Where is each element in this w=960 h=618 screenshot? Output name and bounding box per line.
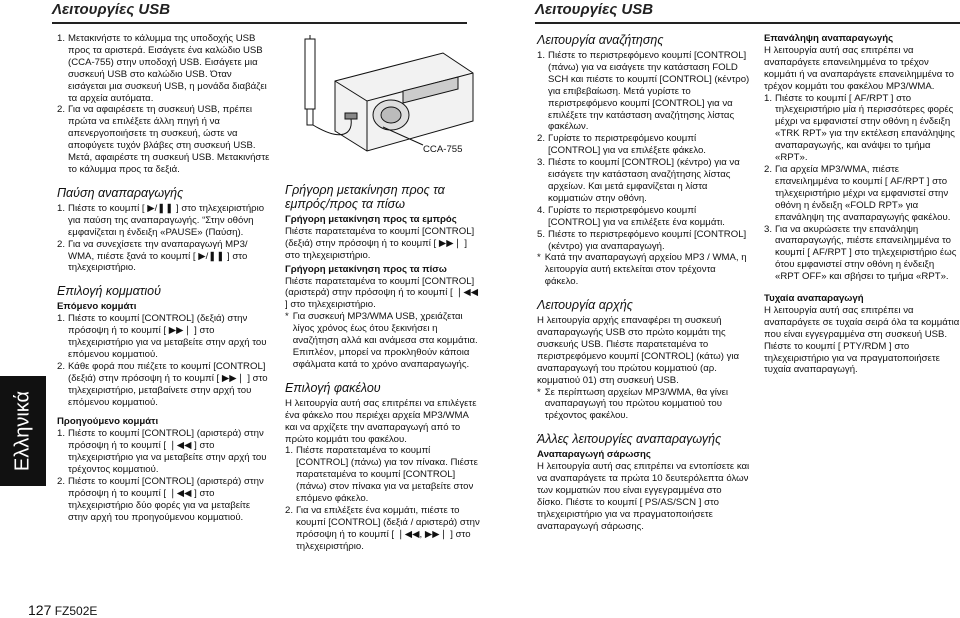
usb-insert-list xyxy=(57,33,270,176)
scan-text: Η λειτουργία αυτή σας επιτρέπει να εντοπίσετε και να αναπαράγετε τα πρώτα 10 δευτερόλεπτα όλων των κομματιών που είναι εγγεγραμμένα στο δίσκο. Πιέστε το κουμπί [ PS/AS/SCN ] στο τηλεχειριστήριο για να πραγματοποιήσετε αναπαραγωγή σάρωσης. xyxy=(537,461,750,532)
list-item: 1. Πιέστε το περιστρεφόμενο κουμπί [CONTROL] (πάνω) για να εισάγετε την κατάσταση FOLD SCH και πιέστε το κουμπί [CONTROL] (κέντρο) για επιβεβαίωση. Μετά γυρίστε το περιστρεφόμενο κουμπί [CONTROL] για να επιλέξετε την κατάσταση αναζήτησης λίστας φακέλων. xyxy=(537,50,750,133)
figure-label: CCA-755 xyxy=(423,144,463,155)
list-item: 1. Πιέστε το κουμπί [ AF/RPT ] στο τηλεχειριστήριο μία ή περισσότερες φορές μέχρι να εμφανιστεί στην οθόνη η ένδειξη «TRK RPT» για την εκτέλεση επανάληψης αναπαραγωγής, και ανάψει το τμήμα «RPT». xyxy=(764,92,955,164)
fast-heading: Γρήγορη μετακίνηση προς τα εμπρός/προς τα πίσω xyxy=(285,183,445,211)
language-tab xyxy=(0,376,46,486)
page-title-left: Λειτουργίες USB xyxy=(52,1,171,18)
column-3 xyxy=(537,33,750,533)
list-item: 5. Πιέστε το περιστρεφόμενο κουμπί [CONTROL] (κέντρο) για αναπαραγωγή. xyxy=(537,228,747,252)
column-1 xyxy=(57,33,270,524)
column-4 xyxy=(764,33,960,376)
list-item: 1. Πιέστε το κουμπί [CONTROL] (δεξιά) στην πρόσοψη ή το κουμπί [ ▶▶❘ ] στο τηλεχειριστήριο για να μεταβείτε στην αρχή του επόμενου κομματιού. xyxy=(57,313,267,360)
list-item: 2. Για να αφαιρέσετε τη συσκευή USB, πρέπει πρώτα να επιλέξετε άλλη πηγή ή να απενεργοποιήσετε τη συσκευή, ώστε να αποφύγετε τυχόν βλάβες στη συσκευή USB. Μετά, αφαιρέστε τη συσκευή USB. Μετακινήστε το κάλυμμα προς τα δεξιά. xyxy=(57,104,270,175)
top-function-heading: Λειτουργία αρχής xyxy=(537,298,633,313)
column-2 xyxy=(285,183,481,553)
model-name: FZ502E xyxy=(54,604,98,618)
fast-forward-text: Πιέστε παρατεταμένα το κουμπί [CONTROL] (δεξιά) στην πρόσοψη ή το κουμπί [ ▶▶❘ ] στο τηλεχειριστήριο. xyxy=(285,225,475,261)
top-function-text: Η λειτουργία αρχής επαναφέρει τη συσκευή αναπαραγωγής USB στο πρώτο κομμάτι της συσκευής USB. Πιέστε παρατεταμένα το περιστρεφόμενο κουμπί [CONTROL] (κάτω) για αναπαραγωγή του πρώτου κομματιού (αρ. κομματιού 01) στη συσκευή USB. xyxy=(537,315,740,386)
usb-cable-drawing xyxy=(305,35,473,151)
list-item: 2. Πιέστε το κουμπί [CONTROL] (αριστερά) στην πρόσοψη ή το κουμπί [ ❘◀◀ ] στο τηλεχειριστήριο δύο φορές για να μεταβείτε στην αρχή του προηγούμενου κομματιού. xyxy=(57,476,264,523)
list-item: 2. Για να επιλέξετε ένα κομμάτι, πιέστε το κουμπί [CONTROL] (δεξιά / αριστερά) στην πρόσοψη ή το κουμπί [ ❘◀◀, ▶▶❘ ] στο τηλεχειριστήριο. xyxy=(285,504,480,552)
list-item: 1. Πιέστε το κουμπί [ ▶/❚❚ ] στο τηλεχειριστήριο για παύση της αναπαραγωγής. “Στην οθόνη εμφανίζεται η ένδειξη «PAUSE» (Παύση). xyxy=(57,202,265,238)
repeat-heading: Επανάληψη αναπαραγωγής xyxy=(764,33,894,44)
search-note: * Κατά την αναπαραγωγή αρχείου MP3 / WMA, η λειτουργία αυτή εκτελείται στον τρέχοντα φάκελο. xyxy=(537,252,747,288)
header-right xyxy=(535,0,960,24)
random-heading: Τυχαία αναπαραγωγή xyxy=(764,293,864,305)
repeat-intro: Η λειτουργία αυτή σας επιτρέπει να αναπαράγετε επανειλημμένα το τρέχον κομμάτι ή να αναπαράγετε επανειλημμένα το τρέχον κομμάτι του φακέλου MP3/WMA. xyxy=(764,44,954,92)
list-item: 3. Για να ακυρώσετε την επανάληψη αναπαραγωγής, πιέστε επανειλημμένα το κουμπί [ AF/RPT ] στο τηλεχειριστήριο έως ότου εμφανιστεί στην οθόνη η ένδειξη «RPT OFF» και σβήσει το τμήμα «RPT». xyxy=(764,223,957,283)
fast-backward-text: Πιέστε παρατεταμένα το κουμπί [CONTROL] (αριστερά) στην πρόσοψη ή το κουμπί [ ❘◀◀ ] στο τηλεχειριστήριο. xyxy=(285,275,479,311)
prev-track-heading: Προηγούμενο κομμάτι xyxy=(57,416,159,428)
header-left xyxy=(52,0,467,24)
page-number: 127 xyxy=(28,602,52,618)
folder-heading: Επιλογή φακέλου xyxy=(285,380,381,395)
random-text: Η λειτουργία αυτή σας επιτρέπει να αναπαράγετε σε τυχαία σειρά όλα τα κομμάτια που είναι εγγεγραμμένα στη συσκευή USB. Πιέστε το κουμπί [ PTY/RDM ] στο τηλεχειριστήριο για να πραγματοποιήσετε τυχαία αναπαραγωγή. xyxy=(764,304,960,376)
footer xyxy=(28,602,97,618)
list-item: 1. Πιέστε το κουμπί [CONTROL] (αριστερά) στην πρόσοψη ή το κουμπί [ ❘◀◀ ] στο τηλεχειριστήριο για να μεταβείτε στην αρχή του τρέχοντος κομματιού. xyxy=(57,428,267,476)
other-playback-heading: Άλλες λειτουργίες αναπαραγωγής xyxy=(537,432,722,447)
list-item: 2. Για να συνεχίσετε την αναπαραγωγή MP3/ WMA, πιέστε ξανά το κουμπί [ ▶/❚❚ ] στο τηλεχειριστήριο. xyxy=(57,238,248,274)
list-item: 3. Πιέστε το κουμπί [CONTROL] (κέντρο) για να εισάγετε την κατάσταση αναζήτησης λίστας αρχείων. Και μετά εμφανίζεται η λίστα κομματιών στην οθόνη. xyxy=(537,157,740,204)
list-item: 2. Γυρίστε το περιστρεφόμενο κουμπί [CONTROL] για να επιλέξετε φάκελο. xyxy=(537,133,706,157)
fast-backward-heading: Γρήγορη μετακίνηση προς τα πίσω xyxy=(285,263,447,275)
page-title-right: Λειτουργίες USB xyxy=(535,1,654,18)
fast-note: * Για συσκευή MP3/WMA USB, χρειάζεται λίγος χρόνος έως ότου ξεκινήσει η αναζήτηση αλλά και ανάμεσα στα κομμάτια. Επιπλέον, μπορεί να προκληθούν κάποια σφάλματα κατά το χρόνο αναπαραγωγής. xyxy=(285,311,478,370)
list-item: 2. Κάθε φορά που πιέζετε το κουμπί [CONTROL] (δεξιά) στην πρόσοψη ή το κουμπί [ ▶▶❘ ] στο τηλεχειριστήριο, μεταβαίνετε στην αρχή του επόμενου κομματιού. xyxy=(57,360,268,408)
list-item: 2. Για αρχεία MP3/WMA, πιέστε επανειλημμένα το κουμπί [ AF/RPT ] στο τηλεχειριστήριο μέχρι να εμφανιστεί στην οθόνη η ένδειξη «FOLD RPT» για επανάληψη της αναπαραγωγής φακέλου. xyxy=(764,163,951,223)
list-item: 1. Πιέστε παρατεταμένα το κουμπί [CONTROL] (πάνω) για τον πίνακα. Πιέστε παρατεταμένα το κουμπί [CONTROL] (πάνω) στον πίνακα για να μεταβείτε στον επόμενο φάκελο. xyxy=(285,445,478,505)
top-note: * Σε περίπτωση αρχείων MP3/WMA, θα γίνει αναπαραγωγή του πρώτου κομματιού του τρέχοντος φακέλου. xyxy=(537,386,729,422)
next-track-heading: Επόμενο κομμάτι xyxy=(57,301,137,313)
search-heading: Λειτουργία αναζήτησης xyxy=(537,33,664,47)
scan-heading: Αναπαραγωγή σάρωσης xyxy=(537,449,651,461)
list-item: 1. Μετακινήστε το κάλυμμα της υποδοχής USB προς τα αριστερά. Εισάγετε ένα καλώδιο USB (CCA-755) στην υποδοχή USB. Εισάγετε μια συσκευή USB στο καλώδιο USB. Όταν εισάγεται μια συσκευή USB, η μονάδα διαβάζει τα αρχεία αυτόματα. xyxy=(57,33,267,104)
fast-forward-heading: Γρήγορη μετακίνηση προς τα εμπρός xyxy=(285,214,457,225)
language-tab-label: Ελληνικά xyxy=(11,390,34,472)
list-item: 4. Γυρίστε το περιστρεφόμενο κουμπί [CONTROL] για να επιλέξετε ένα κομμάτι. xyxy=(537,204,725,228)
pause-heading: Παύση αναπαραγωγής xyxy=(57,185,184,200)
track-select-heading: Επιλογή κομματιού xyxy=(57,284,162,299)
folder-intro: Η λειτουργία αυτή σας επιτρέπει να επιλέγετε ένα φάκελο που περιέχει αρχεία MP3/WMA και να αρχίζετε την αναπαραγωγή από το πρώτο κομμάτι του φακέλου. xyxy=(285,397,477,445)
